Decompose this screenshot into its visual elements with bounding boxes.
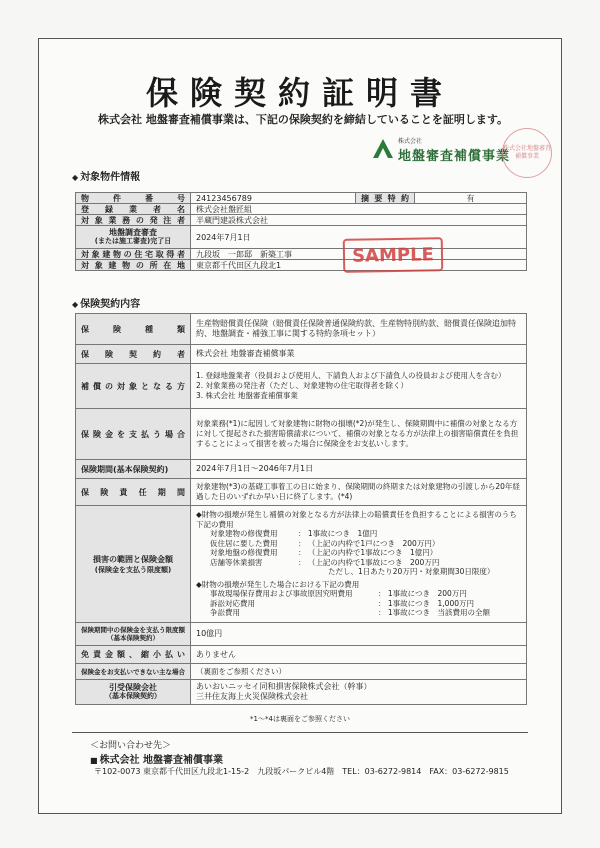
list-item: 対象地盤の修復費用 ： （上記の内枠で1事故につき 1億円） <box>210 548 438 558</box>
label-insurance-period: 保険期間(基本保険契約) <box>76 460 191 479</box>
value-orderer: 半蔵門建設株式会社 <box>191 215 527 226</box>
contact-address: 〒102-0073 東京都千代田区九段北1-15-2 九段坂パークビル4階 TEL：03-6272-9814 FAX：03-6272-9815 <box>94 767 509 776</box>
label-liability-period: 保険責任期間 <box>76 479 191 506</box>
table-row <box>76 364 527 409</box>
label-insurer: 引受保険会社 （基本保険契約） <box>76 680 191 705</box>
scope-group-2: ◆財物の損壊が発生した場合における下記の費用 <box>196 579 360 589</box>
label-exclusion: 保険金をお支払いできない主な場合 <box>76 664 191 680</box>
label-special-clause: 摘要特約 <box>356 193 415 204</box>
lead-statement: 株式会社 地盤審査補償事業は、下記の保険契約を締結していることを証明します。 <box>98 113 508 126</box>
logo-prefix: 株式会社 <box>398 138 423 145</box>
table-row <box>76 664 527 680</box>
table-row <box>76 646 527 664</box>
value-policyholder: 株式会社 地盤審査補償事業 <box>191 345 527 364</box>
table-row <box>76 345 527 364</box>
list-item: 1. 登録地盤業者（役員および使用人、下請負人および下請負人の役員および使用人を含む） <box>196 371 506 380</box>
label-orderer: 対象業務の発注者 <box>76 215 191 226</box>
label-deductible: 免責金額、縮小払い <box>76 646 191 664</box>
page-title: 保険契約証明書 <box>145 74 454 112</box>
contract-info-table <box>75 313 527 705</box>
value-registered-contractor: 株式会社盤匠組 <box>191 204 527 215</box>
list-item: 仮住居に要した費用 ： （上記の内枠で1戸につき 200万円） <box>210 538 440 548</box>
label-covered-party: 補償の対象となる方 <box>76 364 191 409</box>
list-item: 対象建物の修復費用 ： 1事故につき 1億円 <box>210 529 378 539</box>
label-payout-case: 保険金を支払う場合 <box>76 409 191 460</box>
contact-heading: ＜お問い合わせ先＞ <box>90 741 172 751</box>
list-item: 3. 株式会社 地盤審査補償事業 <box>196 391 298 400</box>
label-home-buyer: 対象建物の住宅取得者 <box>76 249 191 260</box>
square-bullet-icon: ■ <box>90 756 98 765</box>
value-deductible: ありません <box>191 646 527 664</box>
label-property-number: 物件番号 <box>76 193 191 204</box>
table-row <box>76 249 527 260</box>
sample-stamp: SAMPLE <box>343 237 444 273</box>
value-insurer <box>191 680 527 705</box>
footnote: *1〜*4は裏面をご参照ください <box>250 715 350 723</box>
value-covered-party <box>191 364 527 409</box>
label-damage-scope: 損害の範囲と保険金額 (保険金を支払う限度額) <box>76 506 191 623</box>
table-row <box>76 506 527 623</box>
list-item: 訴訟対応費用 ： 1事故につき 1,000万円 <box>210 598 474 608</box>
label-registered-contractor: 登録業者名 <box>76 204 191 215</box>
value-insurance-period: 2024年7月1日〜2046年7月1日 <box>191 460 527 479</box>
list-item: 事故現場保存費用および事故原因究明費用 ： 1事故につき 200万円 <box>210 589 467 599</box>
table-row <box>76 314 527 345</box>
value-payment-limit: 10億円 <box>191 623 527 646</box>
table-row <box>76 409 527 460</box>
value-home-buyer: 九段坂 一郎邸 新築工事 <box>191 249 527 260</box>
value-property-number: 24123456789 <box>191 193 356 204</box>
value-location: 東京都千代田区九段北1 <box>191 260 527 271</box>
list-item: 争訟費用 ： 1事故につき 当該費用の全額 <box>210 608 491 618</box>
label-insurance-type: 保険種類 <box>76 314 191 345</box>
value-payout-case: 対象業務(*1)に起因して対象建物に財物の損壊(*2)が発生し、保険期間中に補償の対象となる方に対して提起された損害賠償請求について、補償の対象となる方が法律上の損害賠償責任を負担することによって損害を被った場合に保険金をお支払いします。 <box>191 409 527 460</box>
table-row <box>76 460 527 479</box>
company-logo-icon <box>371 136 395 160</box>
insurer-name: あいおいニッセイ同和損害保険株式会社（幹事） <box>196 682 372 691</box>
scope-note: ただし、1日あたり20万円・対象期間30日限度） <box>328 567 495 577</box>
value-damage-scope <box>191 506 527 623</box>
scope-group-1: ◆財物の損壊が発生し補償の対象となる方が法律上の賠償責任を負担することによる損害のうち下記の費用 <box>196 510 517 529</box>
value-exclusion: （裏面をご参照ください） <box>191 664 527 680</box>
table-row <box>76 680 527 705</box>
table-row <box>76 204 527 215</box>
table-row <box>76 623 527 646</box>
logo-company-name: 地盤審査補償事業 <box>398 149 511 164</box>
scope-items-2 <box>196 589 521 618</box>
value-liability-period: 対象建物(*3)の基礎工事着工の日に始まり、保険期間の終期または対象建物の引渡しから20年経過した日のいずれか早い日に終了します。(*4) <box>191 479 527 506</box>
label-payment-limit: 保険期間中の保険金を支払う限度額 （基本保険契約） <box>76 623 191 646</box>
table-row <box>76 193 527 204</box>
table-row <box>76 226 527 249</box>
company-seal: 株式会社地盤審査補償事業 <box>502 128 552 178</box>
label-location: 対象建物の所在地 <box>76 260 191 271</box>
section-heading-property: ◆ 対象物件情報 <box>72 172 141 183</box>
value-survey-date: 2024年7月1日 <box>191 226 527 249</box>
table-row <box>76 260 527 271</box>
value-special-clause: 有 <box>415 193 527 204</box>
label-survey-date: 地盤調査審査 (または施工審査)完了日 <box>76 226 191 249</box>
contact-divider <box>72 732 528 733</box>
list-item: 2. 対象業務の発注者（ただし、対象建物の住宅取得者を除く） <box>196 381 409 390</box>
insurer-name: 三井住友海上火災保険株式会社 <box>196 692 308 701</box>
table-row <box>76 479 527 506</box>
value-insurance-type: 生産物賠償責任保険（賠償責任保険普通保険約款、生産物特別約款、賠償責任保険追加特約、地盤調査・補強工事に関する特約条項セット） <box>191 314 527 345</box>
section-heading-contract: ◆ 保険契約内容 <box>72 299 141 310</box>
table-row <box>76 215 527 226</box>
contact-company: ■ 株式会社 地盤審査補償事業 <box>90 755 224 766</box>
scope-items-1 <box>196 529 521 577</box>
property-info-table <box>75 192 527 271</box>
list-item: 店舗等休業損害 ： （上記の内枠で1事故につき 200万円 <box>210 557 440 567</box>
label-policyholder: 保険契約者 <box>76 345 191 364</box>
